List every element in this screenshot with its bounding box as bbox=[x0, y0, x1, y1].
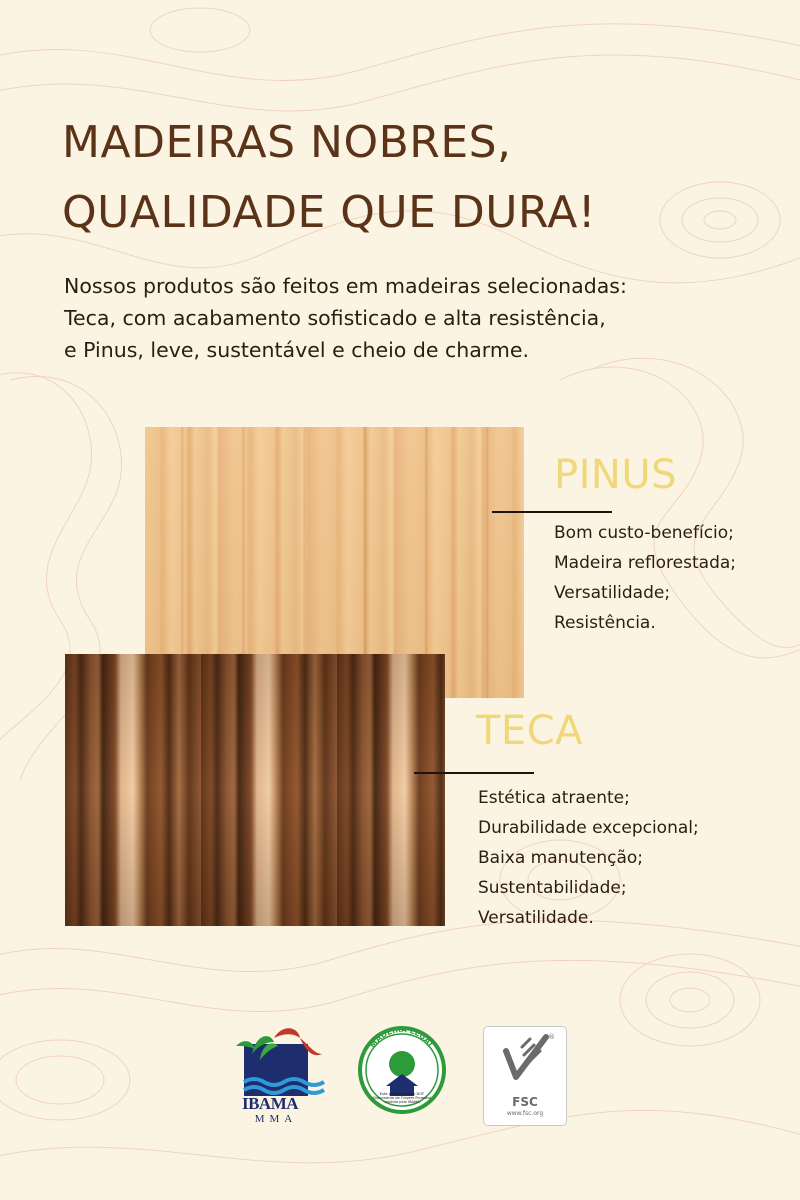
teca-divider bbox=[414, 772, 534, 774]
pinus-feature: Versatilidade; bbox=[554, 583, 671, 603]
ibama-name: IBAMA bbox=[241, 1094, 299, 1113]
ibama-logo bbox=[230, 1024, 330, 1134]
fsc-registered-mark: ® bbox=[548, 1033, 555, 1041]
teca-feature: Durabilidade excepcional; bbox=[478, 818, 699, 838]
pinus-feature: Madeira reflorestada; bbox=[554, 553, 737, 573]
intro-line: Nossos produtos são feitos em madeiras selecionadas: bbox=[64, 274, 627, 298]
pinus-feature-list bbox=[554, 518, 736, 638]
teca-feature-list bbox=[478, 783, 699, 933]
pinus-divider bbox=[492, 511, 612, 513]
ibama-sub: MMA bbox=[254, 1113, 298, 1125]
fsc-tree-check-icon bbox=[484, 1027, 568, 1093]
pinus-feature: Bom custo-benefício; bbox=[554, 523, 734, 543]
pinus-heading: PINUS bbox=[554, 452, 678, 498]
teca-feature: Baixa manutenção; bbox=[478, 848, 644, 868]
seal-ring-text: MADEIRA LEGAL bbox=[368, 1024, 437, 1050]
page-title bbox=[62, 108, 596, 248]
fsc-logo bbox=[483, 1026, 567, 1126]
seal-footer-line: emitido pelo IBAMA bbox=[384, 1100, 420, 1105]
intro-line: e Pinus, leve, sustentável e cheio de charme. bbox=[64, 338, 529, 362]
teca-feature: Versatilidade. bbox=[478, 908, 594, 928]
teca-heading: TECA bbox=[476, 708, 583, 754]
seal-footer-line: Este produto possui DOF bbox=[379, 1092, 425, 1096]
title-line: QUALIDADE QUE DURA! bbox=[62, 187, 597, 238]
fsc-name: FSC bbox=[512, 1095, 538, 1109]
intro-text bbox=[64, 270, 627, 366]
teca-wood-image bbox=[65, 654, 445, 926]
teca-feature: Sustentabilidade; bbox=[478, 878, 627, 898]
seal-footer-line: Documento de Origem Florestal bbox=[373, 1096, 431, 1101]
fsc-url: www.fsc.org bbox=[506, 1110, 544, 1117]
teca-feature: Estética atraente; bbox=[478, 788, 630, 808]
pinus-feature: Resistência. bbox=[554, 613, 656, 633]
ibama-icon bbox=[230, 1024, 330, 1096]
seal-footer bbox=[371, 1092, 433, 1105]
intro-line: Teca, com acabamento sofisticado e alta resistência, bbox=[64, 306, 606, 330]
title-line: MADEIRAS NOBRES, bbox=[62, 117, 512, 168]
madeira-legal-icon bbox=[356, 1024, 448, 1128]
madeira-legal-seal bbox=[356, 1024, 448, 1128]
